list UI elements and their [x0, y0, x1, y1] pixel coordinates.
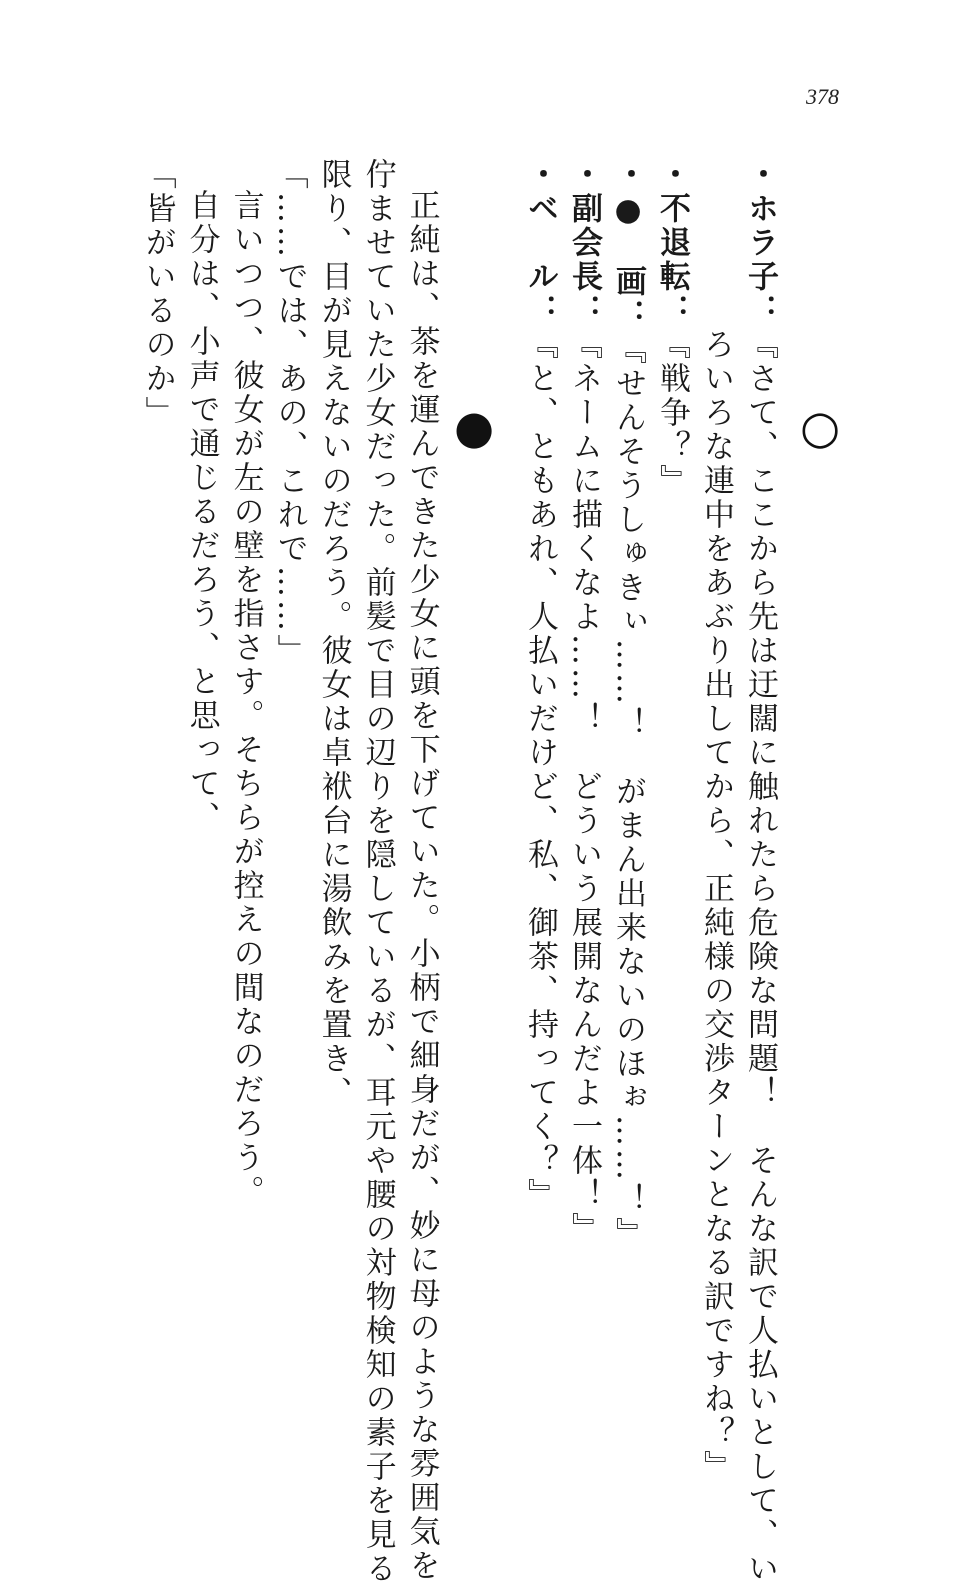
dialogue-line [606, 158, 650, 1308]
dialogue-text: 『さて、ここから先は迂闊に触れたら危険な問題！ そんな訳で人払いとして、い [742, 328, 778, 1586]
dialogue-line [562, 158, 606, 1308]
dialogue-text: 『と、ともあれ、人払いだけど、私、御茶、持ってく？』 [522, 328, 558, 1212]
narrative-line: 限り、目が見えないのだろう。彼女は卓袱台に湯飲みを置き、 [315, 158, 352, 1110]
narrative-line: 「皆がいるのか」 [139, 158, 176, 430]
narrative-line: 佇ませていた少女だった。前髪で目の辺りを隠しているが、耳元や腰の対物検知の素子を見る [359, 158, 396, 1586]
dialogue-line [650, 158, 694, 1308]
speaker-label: ・副会長： [566, 158, 602, 328]
dialogue-text: ろいろな連中をあぶり出してから、正純様の交渉ターンとなる訳ですね？』 [698, 328, 734, 1484]
narrative-line: 言いつつ、彼女が左の壁を指さす。そちらが控えの間なのだろう。 [227, 189, 264, 1209]
speaker-label: ・ホラ子： [742, 158, 778, 328]
narrative-line: 自分は、小声で通じるだろう、と思って、 [183, 189, 220, 835]
dialogue-line [694, 158, 738, 1484]
vertical-text-body [136, 158, 782, 1586]
narrative-line: 「……では、あの、これで……」 [271, 158, 308, 668]
section-gap [444, 158, 481, 1308]
dialogue-text: 『戦争？』 [654, 328, 690, 498]
speaker-label: ・● 画： [610, 158, 646, 333]
section-gap [481, 158, 518, 1308]
dialogue-text: 『せんそうしゅきぃ……！ がまん出来ないのほぉ……！』 [610, 333, 646, 1251]
speaker-label: ・ベ ル： [522, 158, 558, 328]
speaker-label: ・不退転： [654, 158, 690, 328]
dialogue-line [738, 158, 782, 1586]
page-number: 378 [806, 84, 839, 109]
section-mark-dot: ● [454, 400, 495, 454]
narrative-line: 正純は、茶を運んできた少女に頭を下げていた。小柄で細身だが、妙に母のような雰囲気を [403, 189, 440, 1583]
dialogue-line [518, 158, 562, 1308]
section-mark-circle: ○ [800, 400, 841, 454]
dialogue-text: 『ネームに描くなよ……！ どういう展開なんだよ一体！』 [566, 328, 602, 1246]
